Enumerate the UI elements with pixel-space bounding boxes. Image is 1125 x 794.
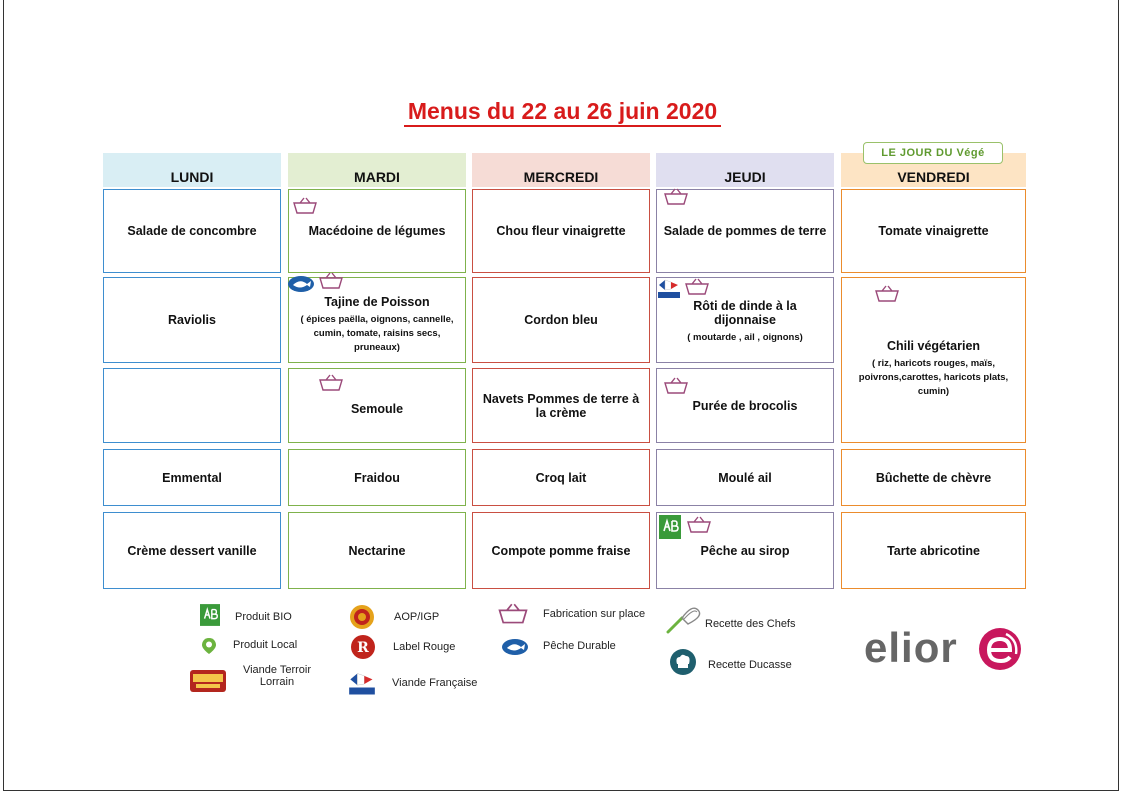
mercredi-dessert: Compote pomme fraise [472,512,650,589]
mardi-cheese: Fraidou [288,449,466,506]
mardi-starter: Macédoine de légumes [288,189,466,273]
day-header-mercredi: MERCREDI [472,153,650,187]
jeudi-side: Purée de brocolis [656,368,834,443]
legend-ducasse-label: Recette Ducasse [708,659,792,671]
mercredi-side: Navets Pommes de terre à la crème [472,368,650,443]
svg-text:R: R [357,640,369,656]
lundi-starter: Salade de concombre [103,189,281,273]
vendredi-cheese: Bûchette de chèvre [841,449,1026,506]
mercredi-starter: Chou fleur vinaigrette [472,189,650,273]
vendredi-main-detail: ( riz, haricots rouges, maïs, poivrons,carottes, haricots plats, cumin) [858,358,1009,397]
lundi-main: Raviolis [103,277,281,363]
page-title: Menus du 22 au 26 juin 2020 [0,98,1125,125]
basket-icon [663,377,689,395]
day-header-mardi: MARDI [288,153,466,187]
vendredi-starter: Tomate vinaigrette [841,189,1026,273]
label-rouge-icon [350,634,376,660]
day-header-jeudi: JEUDI [656,153,834,187]
basket-icon [874,285,900,303]
mercredi-main: Cordon bleu [472,277,650,363]
jeudi-dessert: Pêche au sirop [656,512,834,589]
chef-hat-icon [669,648,697,676]
basket-icon [497,603,529,625]
jeudi-main: Rôti de dinde à la dijonnaise ( moutarde , ail , oignons) [656,277,834,363]
viande-francaise-icon [346,670,378,698]
mercredi-cheese: Croq lait [472,449,650,506]
mardi-side: Semoule [288,368,466,443]
viande-lorrain-icon [190,670,226,692]
basket-icon [318,374,344,392]
mardi-main-detail: ( épices paëlla, oignons, cannelle, cumin, tomate, raisins secs, pruneaux) [300,314,454,353]
vendredi-main: Chili végétarien ( riz, haricots rouges, maïs, poivrons,carottes, haricots plats, cumin) [841,277,1026,443]
legend-aop-label: AOP/IGP [394,611,440,623]
mardi-main: Tajine de Poisson ( épices paëlla, oignons, cannelle, cumin, tomate, raisins secs, pruneaux) [288,277,466,363]
jeudi-cheese: Moulé ail [656,449,834,506]
mardi-dessert: Nectarine [288,512,466,589]
brand-logo: elior [864,624,958,671]
legend-fabrication-label: Fabrication sur place [543,608,646,620]
jeudi-starter: Salade de pommes de terre [656,189,834,273]
day-header-vendredi: VENDREDI [841,153,1026,187]
legend-peche-label: Pêche Durable [543,640,616,652]
local-pin-icon [200,637,218,655]
basket-icon [663,188,689,206]
legend-lorrain-label: Viande Terroir Lorrain [242,664,312,688]
jeudi-main-detail: ( moutarde , ail , oignons) [687,332,803,343]
vendredi-dessert: Tarte abricotine [841,512,1026,589]
basket-icon [318,272,344,290]
lundi-cheese: Emmental [103,449,281,506]
basket-icon [684,278,710,296]
lundi-dessert: Crème dessert vanille [103,512,281,589]
veg-day-badge: LE JOUR DU Végé [863,142,1003,164]
fish-icon [287,275,315,293]
basket-icon [292,197,318,215]
legend-local-label: Produit Local [233,639,298,651]
legend-viande-francaise-label: Viande Française [392,677,478,689]
bio-ab-icon [200,604,220,626]
day-header-lundi: LUNDI [103,153,281,187]
whisk-icon [664,604,702,634]
fish-icon [500,638,530,656]
legend-label-rouge-label: Label Rouge [393,641,456,653]
legend-chefs-label: Recette des Chefs [705,618,796,630]
legend-bio-label: Produit BIO [235,611,292,623]
elior-e-icon [976,626,1024,672]
viande-francaise-icon [656,277,682,301]
basket-icon [686,516,712,534]
bio-ab-icon [659,515,681,539]
aop-igp-icon [349,604,375,630]
lundi-side [103,368,281,443]
